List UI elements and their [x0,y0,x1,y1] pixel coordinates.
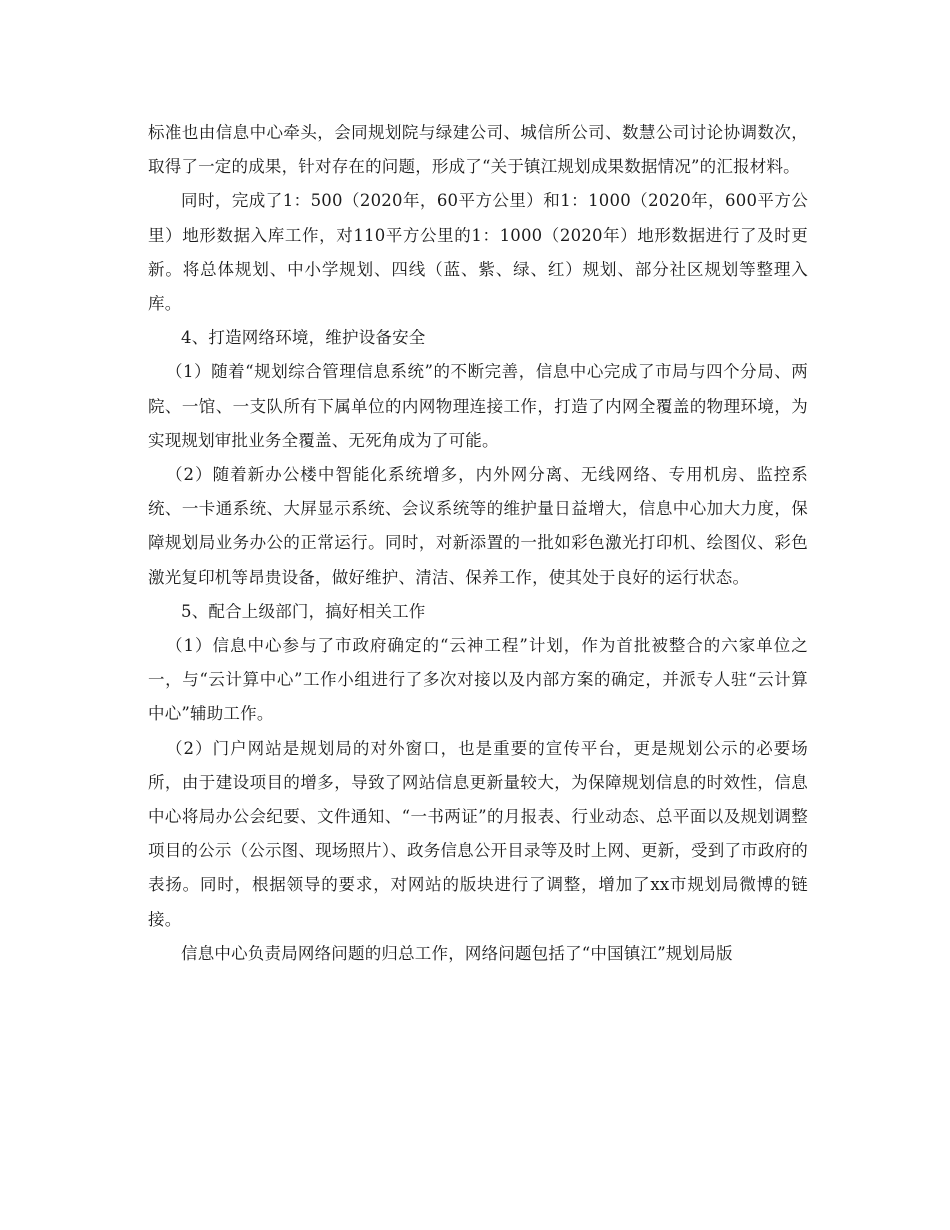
paragraph-network-2: （2）随着新办公楼中智能化系统增多，内外网分离、无线网络、专用机房、监控系统、一卡通系统、大屏显示系统、会议系统等的维护量日益增大，信息中心加大力度，保障规划局业务办公的正常运行。同时，对新添置的一批如彩色激光打印机、绘图仪、彩色激光复印机等昂贵设备，做好维护、清洁、保养工作，使其处于良好的运行状态。 [148,465,808,587]
document-body [148,116,808,971]
paragraph-continuation: 标准也由信息中心牵头，会同规划院与绿建公司、城信所公司、数慧公司讨论协调数次，取得了一定的成果，针对存在的问题，形成了“关于镇江规划成果数据情况”的汇报材料。 [148,123,808,177]
section-heading-network: 4、打造网络环境，维护设备安全 [181,328,426,348]
section-heading-cooperation: 5、配合上级部门，搞好相关工作 [181,601,426,621]
paragraph-cooperation-2: （2）门户网站是规划局的对外窗口，也是重要的宣传平台，更是规划公示的必要场所，由于建设项目的增多，导致了网站信息更新量较大，为保障规划信息的时效性，信息中心将局办公会纪要、文件通知、“一书两证”的月报表、行业动态、总平面以及规划调整项目的公示（公示图、现场照片）、政务信息公开目录等及时上网、更新，受到了市政府的表扬。同时，根据领导的要求，对网站的版块进行了调整，增加了xx市规划局微博的链接。 [148,738,808,929]
paragraph-network-1: （1）随着“规划综合管理信息系统”的不断完善，信息中心完成了市局与四个分局、两院、一馆、一支队所有下属单位的内网物理连接工作，打造了内网全覆盖的物理环境，为实现规划审批业务全覆盖、无死角成为了可能。 [148,362,808,450]
paragraph-network-issues: 信息中心负责局网络问题的归总工作，网络问题包括了“中国镇江”规划局版 [181,943,733,963]
paragraph-terrain-data: 同时，完成了1：500（2020年，60平方公里）和1：1000（2020年，600平方公里）地形数据入库工作，对110平方公里的1：1000（2020年）地形数据进行了及时更新。将总体规划、中小学规划、四线（蓝、紫、绿、红）规划、部分社区规划等整理入库。 [148,191,808,314]
paragraph-cooperation-1: （1）信息中心参与了市政府确定的“云神工程”计划，作为首批被整合的六家单位之一，与“云计算中心”工作小组进行了多次对接以及内部方案的确定，并派专人驻“云计算中心”辅助工作。 [148,636,808,724]
